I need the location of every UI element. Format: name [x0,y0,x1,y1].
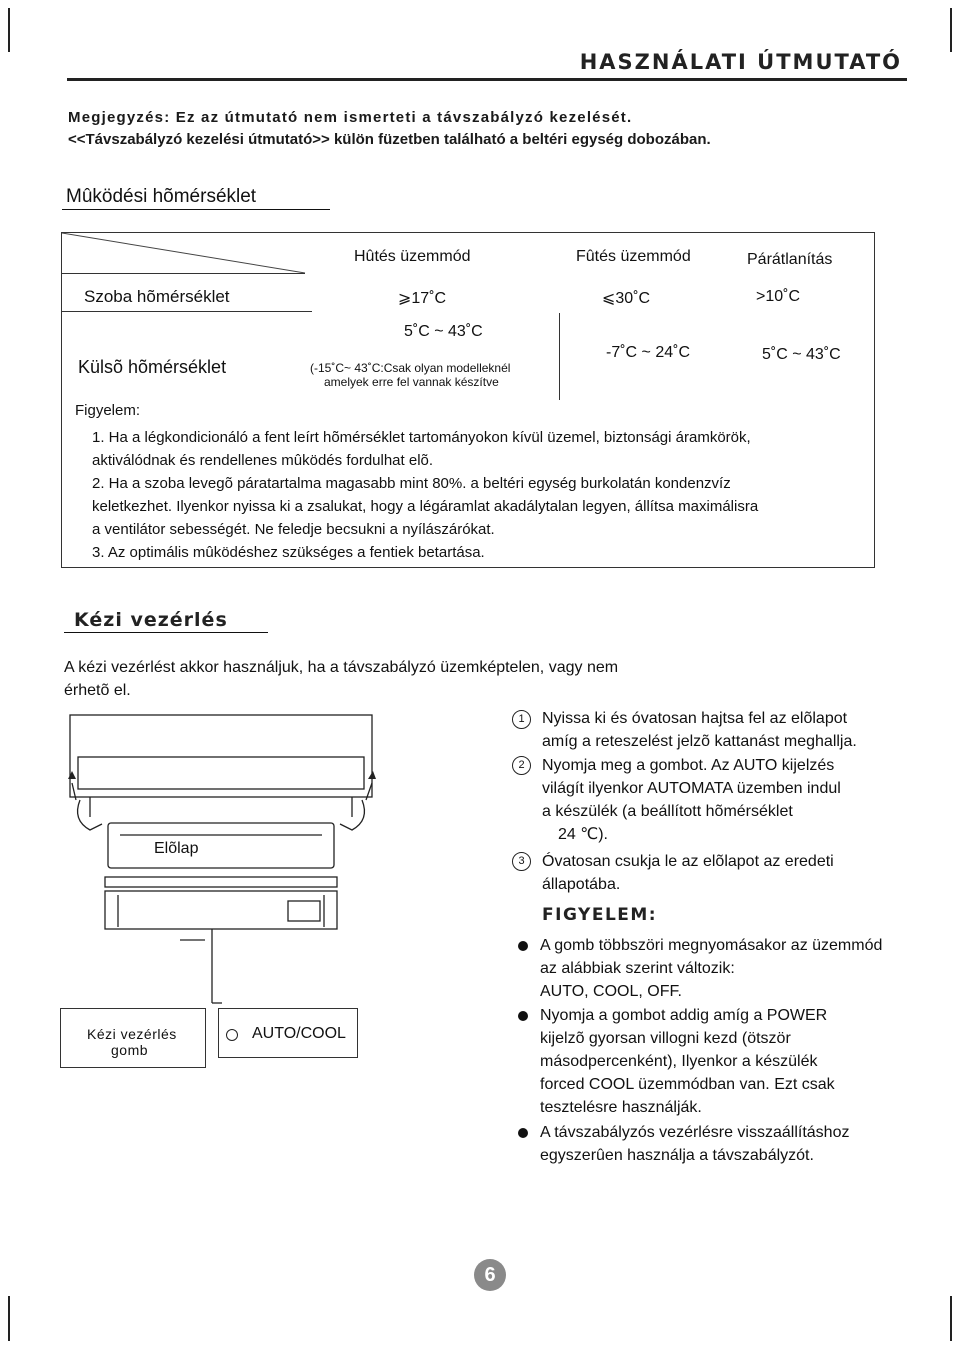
warning-title: FIGYELEM: [542,905,658,925]
diagonal-header-line [62,233,312,278]
header-dry: Párátlanítás [747,251,833,268]
bullet-3-text [540,1121,849,1167]
step-line: amíg a reteszelést jelzõ kattanást meghallja. [542,733,857,750]
button-circle-icon [226,1029,238,1041]
room-dry: >10˚C [756,288,801,305]
step-number: 1 [512,710,531,729]
attention-list [92,426,872,564]
crop-mark [8,1296,10,1341]
step-line: Nyomja meg a gombot. Az AUTO kijelzés [542,757,835,774]
bullet-line: másodpercenként), Ilyenkor a készülék [540,1053,818,1070]
step-1-text [542,707,857,753]
operating-temp-title: Mûködési hõmérséklet [66,186,257,207]
bullet-icon [518,1128,528,1138]
bullet-line: AUTO, COOL, OFF. [540,983,682,1000]
room-temp-label: Szoba hõmérséklet [84,287,230,306]
room-cooling: ⩾17˚C [398,290,447,307]
outdoor-heating: -7˚C ~ 24˚C [606,344,691,361]
title-underline [64,632,268,633]
title-underline [62,209,330,210]
step-line: Óvatosan csukja le az elõlapot az eredeti [542,853,834,870]
bullet-2-text [540,1004,835,1119]
page-number: 6 [474,1259,506,1291]
bullet-icon [518,941,528,951]
crop-mark [950,8,952,52]
crop-mark [950,1296,952,1341]
step-line: a készülék (a beállított hõmérséklet [542,803,793,820]
bullet-line: kijelzõ gyorsan villogni kezd (ötször [540,1030,791,1047]
manual-button-label-2: gomb [111,1042,149,1058]
front-panel-label: Elõlap [154,840,199,857]
auto-cool-label: AUTO/COOL [252,1025,346,1042]
bullet-line: forced COOL üzemmódban van. Ezt csak [540,1076,835,1093]
outdoor-cooling-note-2: amelyek erre fel vannak készítve [324,375,499,389]
cell-divider [62,311,312,312]
crop-mark [8,8,10,52]
step-line: 24 ℃). [558,826,608,843]
header-underline [62,273,305,274]
header-cooling: Hûtés üzemmód [354,248,471,265]
bullet-line: az alábbiak szerint változik: [540,960,735,977]
manual-button-label-1: Kézi vezérlés [87,1026,177,1042]
step-line: világít ilyenkor AUTOMATA üzemben indul [542,780,841,797]
bullet-line: Nyomja a gombot addig amíg a POWER [540,1007,828,1024]
header-rule [67,78,907,81]
header-heating: Fûtés üzemmód [576,248,691,265]
note-line-1: Megjegyzés: Ez az útmutató nem ismerteti a távszabályzó kezelését. [68,109,633,126]
col-divider [559,313,560,400]
room-heating: ⩽30˚C [602,290,651,307]
step-line: állapotába. [542,876,621,893]
bullet-line: A gomb többszöri megnyomásakor az üzemmód [540,937,883,954]
outdoor-cooling-note-1: (-15˚C~ 43˚C:Csak olyan modelleknél [310,361,511,375]
attention-line: 2. Ha a szoba levegõ páratartalma magasabb mint 80%. a beltéri egység burkolatán kondenzvíz [92,475,731,492]
step-line: Nyissa ki és óvatosan hajtsa fel az elõlapot [542,710,848,727]
attention-line: aktiválódnak és rendellenes mûködés fordulhat elõ. [92,452,434,469]
step-2-text [542,754,841,846]
attention-line: 3. Az optimális mûködéshez szükséges a fentiek betartása. [92,544,485,561]
remote-note [68,107,711,151]
bullet-line: egyszerûen használja a távszabályzót. [540,1147,814,1164]
attention-line: 1. Ha a légkondicionáló a fent leírt hõmérséklet tartományokon kívül üzemel, biztonsági áramkörök, [92,429,751,446]
intro-line-1: A kézi vezérlést akkor használjuk, ha a távszabályzó üzemképtelen, vagy nem [64,659,619,676]
outdoor-cooling: 5˚C ~ 43˚C [404,323,483,340]
manual-control-title: Kézi vezérlés [74,609,228,631]
note-line-2: <<Távszabályzó kezelési útmutató>> külön füzetben található a beltéri egység dobozában. [68,131,711,148]
bullet-icon [518,1011,528,1021]
bullet-line: tesztelésre használják. [540,1099,702,1116]
step-3-text [542,850,834,896]
outdoor-temp-label: Külsõ hõmérséklet [78,357,227,377]
outdoor-dry: 5˚C ~ 43˚C [762,346,841,363]
manual-intro [64,656,618,702]
step-number: 2 [512,756,531,775]
page-header-title: HASZNÁLATI ÚTMUTATÓ [579,50,902,74]
attention-line: keletkezhet. Ilyenkor nyissa ki a zsalukat, hogy a légáramlat akadálytalan legyen, állítsa maximálisra [92,498,759,515]
bullet-1-text [540,934,882,1003]
attention-label: Figyelem: [75,402,141,419]
step-number: 3 [512,852,531,871]
attention-line: a ventilátor sebességét. Ne feledje becsukni a nyílászárókat. [92,521,495,538]
indoor-unit-diagram [60,705,390,1035]
bullet-line: A távszabályzós vezérlésre visszaállításhoz [540,1124,850,1141]
intro-line-2: érhetõ el. [64,682,131,699]
